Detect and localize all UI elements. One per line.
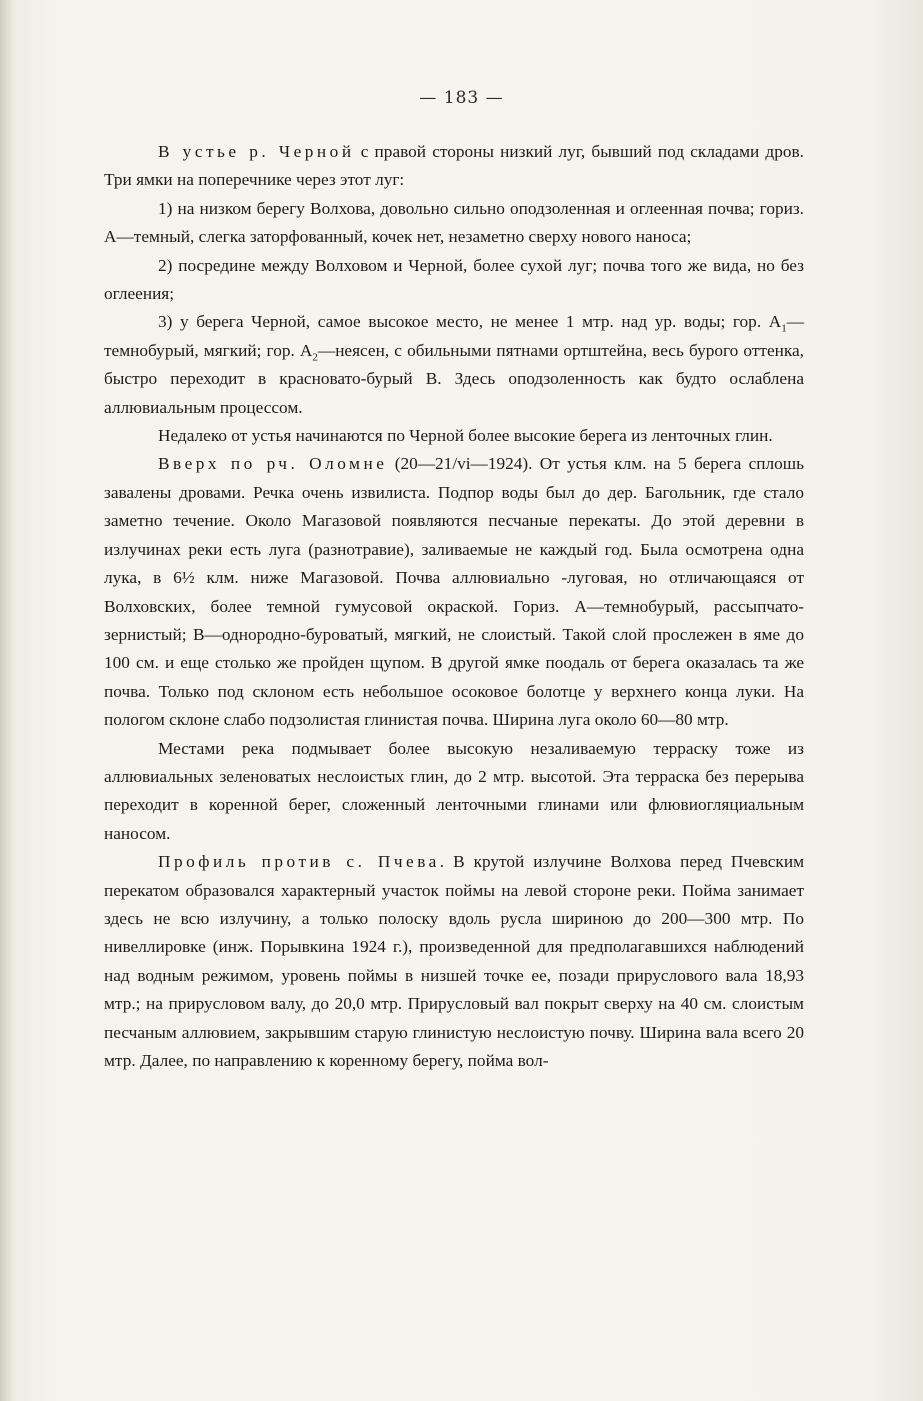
paragraph-pcheva-profile — [104, 848, 804, 1075]
page-number: — 183 — — [419, 88, 504, 108]
paragraph-olomna — [104, 450, 804, 734]
paragraph-text: с правой стороны низкий луг, бывший под складами дров. Три ямки на поперечнике через этот луг: — [104, 142, 804, 190]
section-heading-pcheva: Профиль против с. Пчева — [158, 852, 440, 872]
paragraph-pit-3 — [104, 308, 804, 422]
section-heading-chernaya: В устье р. Черной — [158, 142, 355, 161]
paragraph-text: . В крутой излучине Волхова перед Пчевским перекатом образовался характерный участок поймы на левой стороне реки. Пойма занимает здесь не всю излучину, а только полоску вдоль русла шириною до 200—300 мтр. По нивеллировке (инж. Порывкина 1924 г.), произведенной для предполагавшихся наблюдений над водным режимом, уровень поймы в низшей точке ее, позади прируслового вала 18,93 мтр.; на прирусловом валу, до 20,0 мтр. Прирусловый вал покрыт сверху на 40 см. слоистым песчаным аллювием, закрывшим старую глинистую неслоистую почву. Ширина вала всего 20 мтр. Далее, по направлению к коренному берегу, пойма вол- — [104, 852, 804, 1070]
paragraph-text: —неясен, с обильными пятнами ортштейна, весь бурого оттенка, быстро переходит в красновато-бурый В. Здесь оподзоленность как будто ослаблена аллювиальным процессом. — [104, 340, 804, 417]
horizon-subscript: 1 — [781, 322, 787, 335]
paragraph-terrace — [104, 735, 804, 849]
horizon-subscript: 2 — [312, 351, 318, 364]
paragraph-text: (20—21/vi—1924). От устья клм. на 5 берега сплошь завалены дровами. Речка очень извилиста. Подпор воды был до дер. Багольник, где стало заметно течение. Около Магазовой появляются песчаные перекаты. До этой деревни в излучинах реки есть луга (разнотравие), заливаемые не каждый год. Была осмотрена одна лука, в 6½ клм. ниже Магазовой. Почва аллювиально -луговая, но отличающаяся от Волховских, более темной гумусовой окраской. Гориз. А—темнобурый, рассыпчато-зернистый; В—однородно-буроватый, мягкий, не слоистый. Такой слой прослежен в яме до 100 см. и еще столько же пройден щупом. В другой ямке поодаль от берега оказалась та же почва. Только под склоном есть небольшое осоковое болотце у верхнего конца луки. На пологом склоне слабо подзолистая глинистая почва. Ширина луга около 60—80 мтр. — [104, 454, 804, 730]
paragraph-ribbon-clays — [104, 422, 804, 450]
paragraph-text: 2) посредине между Волховом и Черной, более сухой луг; почва того же вида, но без оглеения; — [104, 255, 804, 304]
section-heading-olomna: Вверх по рч. Оломне — [158, 454, 388, 474]
paragraph-text: 1) на низком берегу Волхова, довольно сильно оподзоленная и оглеенная почва; гориз. А—темный, слегка заторфованный, кочек нет, незаметно сверху нового наноса; — [104, 198, 804, 247]
body-text — [104, 138, 804, 1075]
page-binding-edge — [0, 0, 14, 1401]
paragraph-text: 3) у берега Черной, самое высокое место, не менее 1 мтр. над ур. воды; гор. A — [158, 312, 782, 332]
paragraph-text: Недалеко от устья начинаются по Черной более высокие берега из ленточных глин. — [158, 426, 773, 446]
paragraph-pit-1 — [104, 195, 804, 252]
paragraph-text: Местами река подмывает более высокую незаливаемую терраску тоже из аллювиальных зеленоватых неслоистых глин, до 2 мтр. высотой. Эта терраска без перерыва переходит в коренной берег, сложенный ленточными глинами или флювиогляциальным наносом. — [104, 738, 804, 843]
paragraph-text: —темнобурый, мягкий; гор. A — [104, 312, 804, 360]
paragraph-chernaya-mouth — [104, 138, 804, 195]
paragraph-pit-2 — [104, 252, 804, 309]
